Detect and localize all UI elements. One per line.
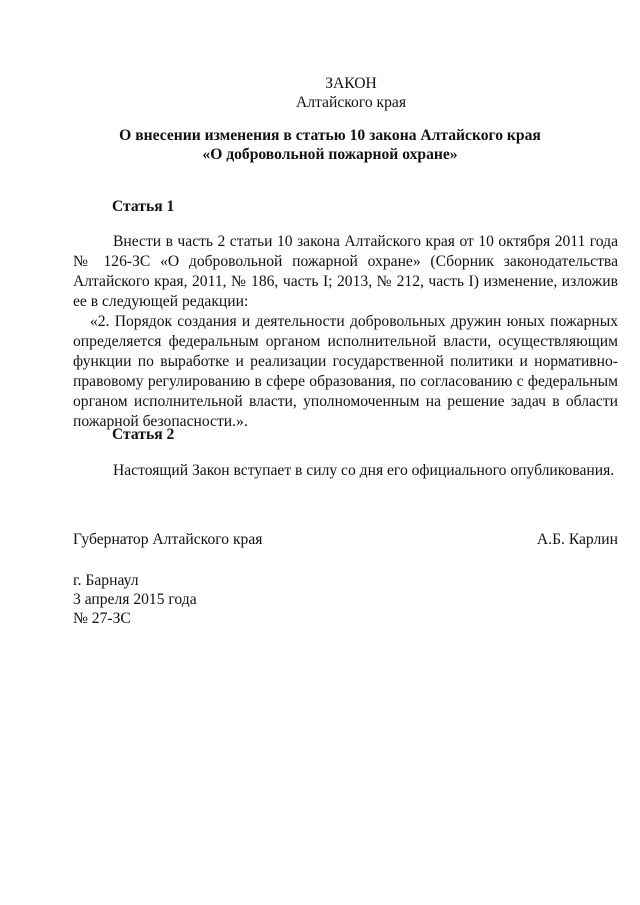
- article-1-heading: Статья 1: [112, 198, 175, 215]
- document-title: [0, 126, 640, 164]
- article-2-text: Настоящий Закон вступает в силу со дня его официального опубликования.: [113, 462, 615, 479]
- document-footer: [73, 571, 197, 628]
- footer-date: 3 апреля 2015 года: [73, 591, 197, 608]
- signatory-position: Губернатор Алтайского края: [73, 531, 263, 548]
- document-region: Алтайского края: [296, 94, 406, 111]
- title-line-2: «О добровольной пожарной охране»: [202, 146, 458, 163]
- footer-number: № 27-ЗС: [73, 610, 131, 627]
- article-1-intro: Внести в часть 2 статьи 10 закона Алтайского края от 10 октября 2011 года № 126-ЗС «О добровольной пожарной охране» (Сборник законодательства Алтайского края, 2011, № 186, часть I; 2013, № 212, часть I) изменение, изложив ее в следующей редакции:: [73, 233, 618, 310]
- document-header: [0, 74, 640, 112]
- signatory-name: А.Б. Карлин: [536, 531, 618, 548]
- title-line-1: О внесении изменения в статью 10 закона Алтайского края: [119, 127, 541, 144]
- footer-city: г. Барнаул: [73, 572, 139, 589]
- signature-block: [73, 531, 618, 549]
- document-type: ЗАКОН: [325, 75, 377, 92]
- article-1-quote: «2. Порядок создания и деятельности добровольных дружин юных пожарных определяется федеральным органом исполнительной власти, осуществляющим функции по выработке и реализации государственной политики и нормативно-правовому регулированию в сфере образования, по согласованию с федеральным органом исполнительной власти, уполномоченным на решение задач в области пожарной безопасности.».: [73, 313, 618, 430]
- article-2-heading: Статья 2: [112, 426, 175, 443]
